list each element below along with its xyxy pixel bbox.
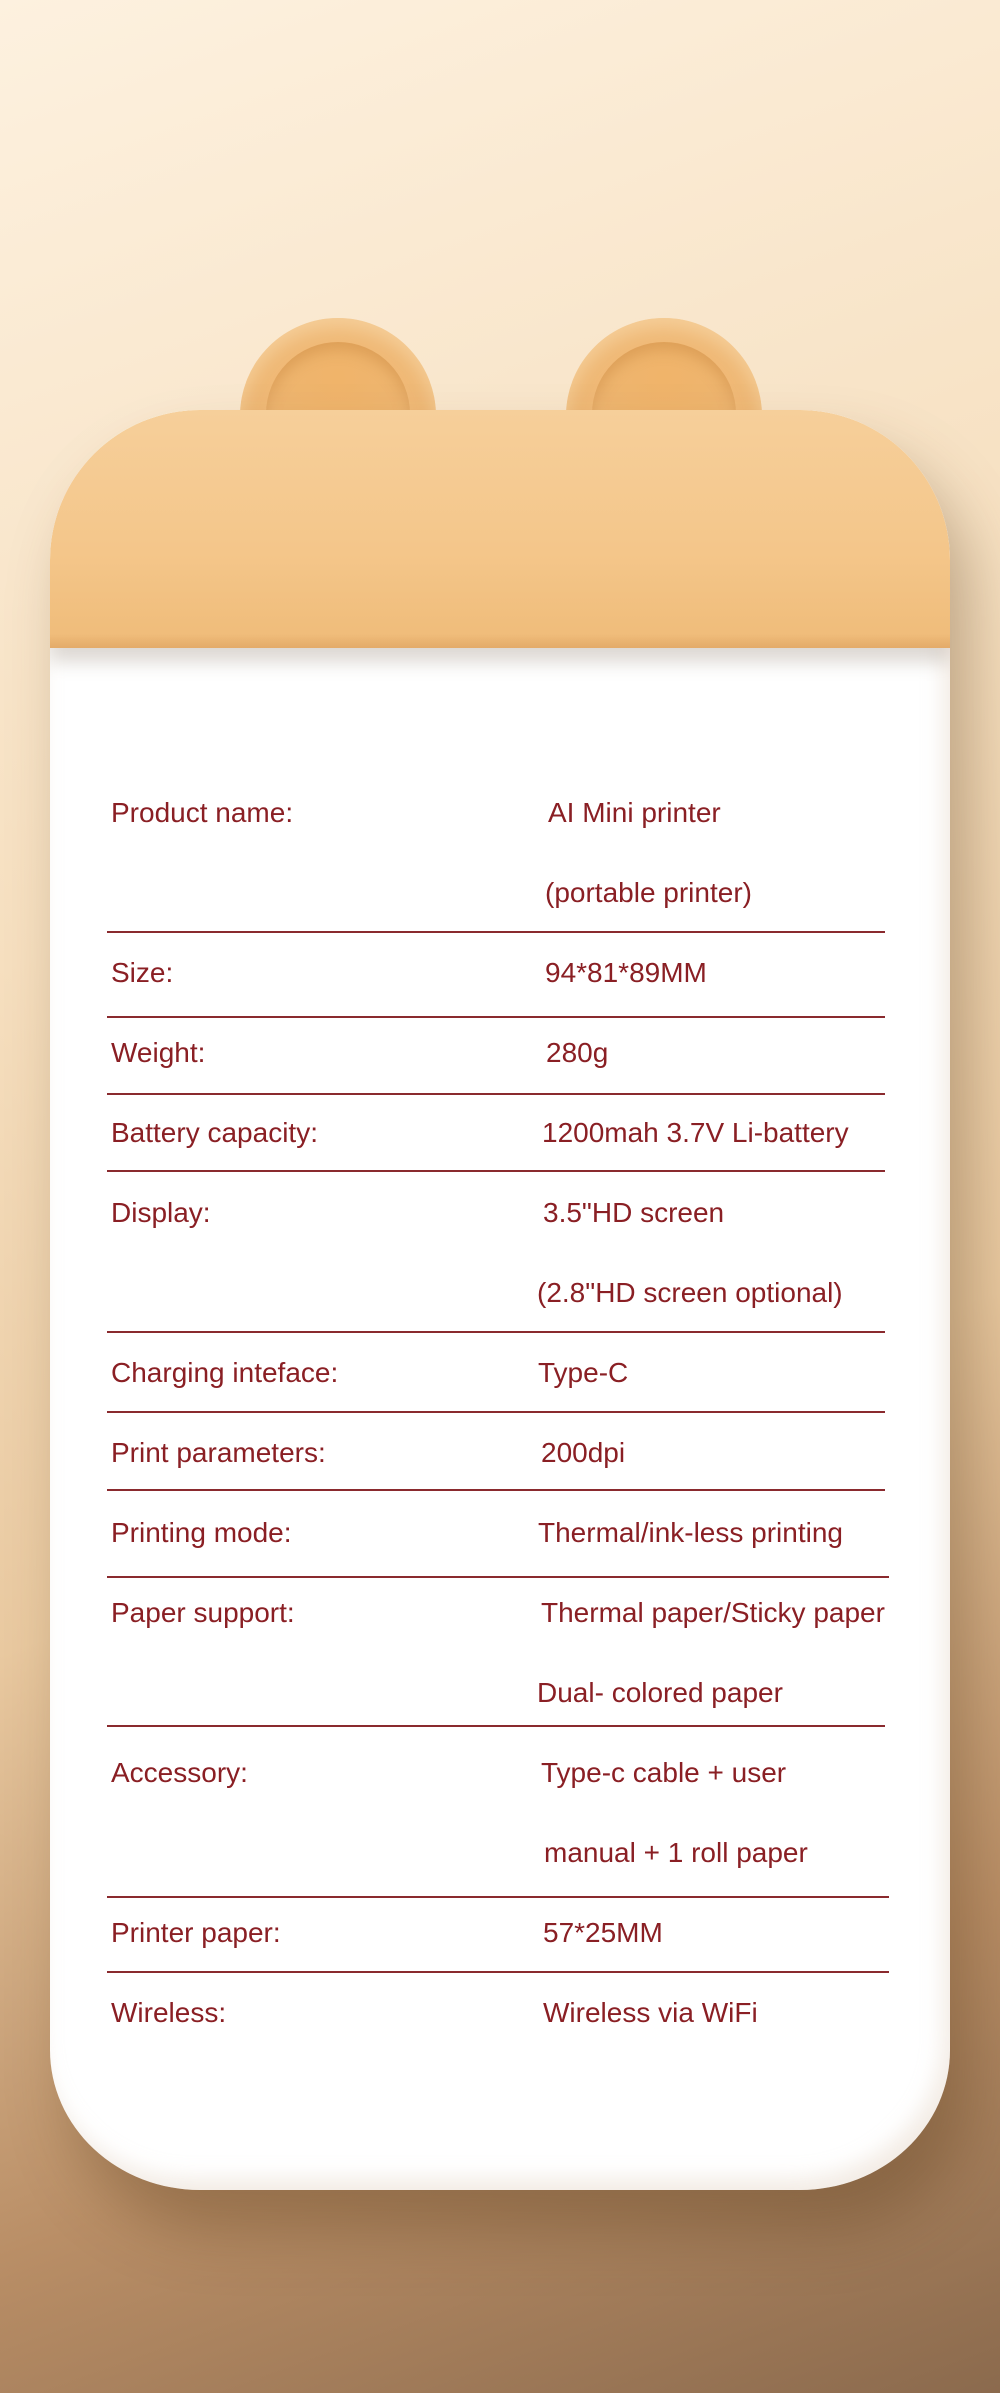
spec-value-product-name-1: AI Mini printer (548, 797, 721, 828)
spec-label-paper-support: Paper support: (111, 1597, 295, 1628)
divider (107, 1489, 885, 1491)
spec-label-printer-paper: Printer paper: (111, 1917, 281, 1948)
spec-label-weight: Weight: (111, 1037, 206, 1068)
divider (107, 1576, 889, 1578)
divider (107, 1016, 885, 1018)
spec-label-accessory: Accessory: (111, 1757, 248, 1788)
spec-label-charging: Charging inteface: (111, 1357, 339, 1388)
spec-label-wireless: Wireless: (111, 1997, 227, 2028)
spec-value-size: 94*81*89MM (545, 957, 707, 988)
spec-value-accessory-1: Type-c cable + user (541, 1757, 787, 1788)
divider (107, 1170, 885, 1172)
divider (107, 1971, 889, 1973)
spec-label-display: Display: (111, 1197, 211, 1228)
spec-value-display-2: (2.8"HD screen optional) (537, 1277, 843, 1308)
spec-value-battery: 1200mah 3.7V Li-battery (542, 1117, 849, 1148)
spec-value-weight: 280g (546, 1037, 609, 1068)
divider (107, 1896, 889, 1898)
divider (107, 1093, 885, 1095)
spec-value-paper-support-1: Thermal paper/Sticky paper (541, 1597, 885, 1628)
spec-value-product-name-2: (portable printer) (545, 877, 752, 908)
spec-label-product-name: Product name: (111, 797, 294, 828)
divider (107, 931, 885, 933)
divider (107, 1411, 885, 1413)
spec-value-paper-support-2: Dual- colored paper (537, 1677, 783, 1708)
spec-value-charging: Type-C (538, 1357, 629, 1388)
spec-value-display-1: 3.5"HD screen (543, 1197, 725, 1228)
spec-label-print-parameters: Print parameters: (111, 1437, 326, 1468)
spec-value-print-parameters: 200dpi (541, 1437, 626, 1468)
spec-label-printing-mode: Printing mode: (111, 1517, 292, 1548)
divider (107, 1725, 885, 1727)
spec-value-accessory-2: manual + 1 roll paper (544, 1837, 808, 1868)
spec-label-size: Size: (111, 957, 174, 988)
spec-value-printer-paper: 57*25MM (543, 1917, 663, 1948)
spec-value-wireless: Wireless via WiFi (543, 1997, 758, 2028)
spec-label-battery: Battery capacity: (111, 1117, 318, 1148)
divider (107, 1331, 885, 1333)
spec-value-printing-mode: Thermal/ink-less printing (538, 1517, 843, 1548)
